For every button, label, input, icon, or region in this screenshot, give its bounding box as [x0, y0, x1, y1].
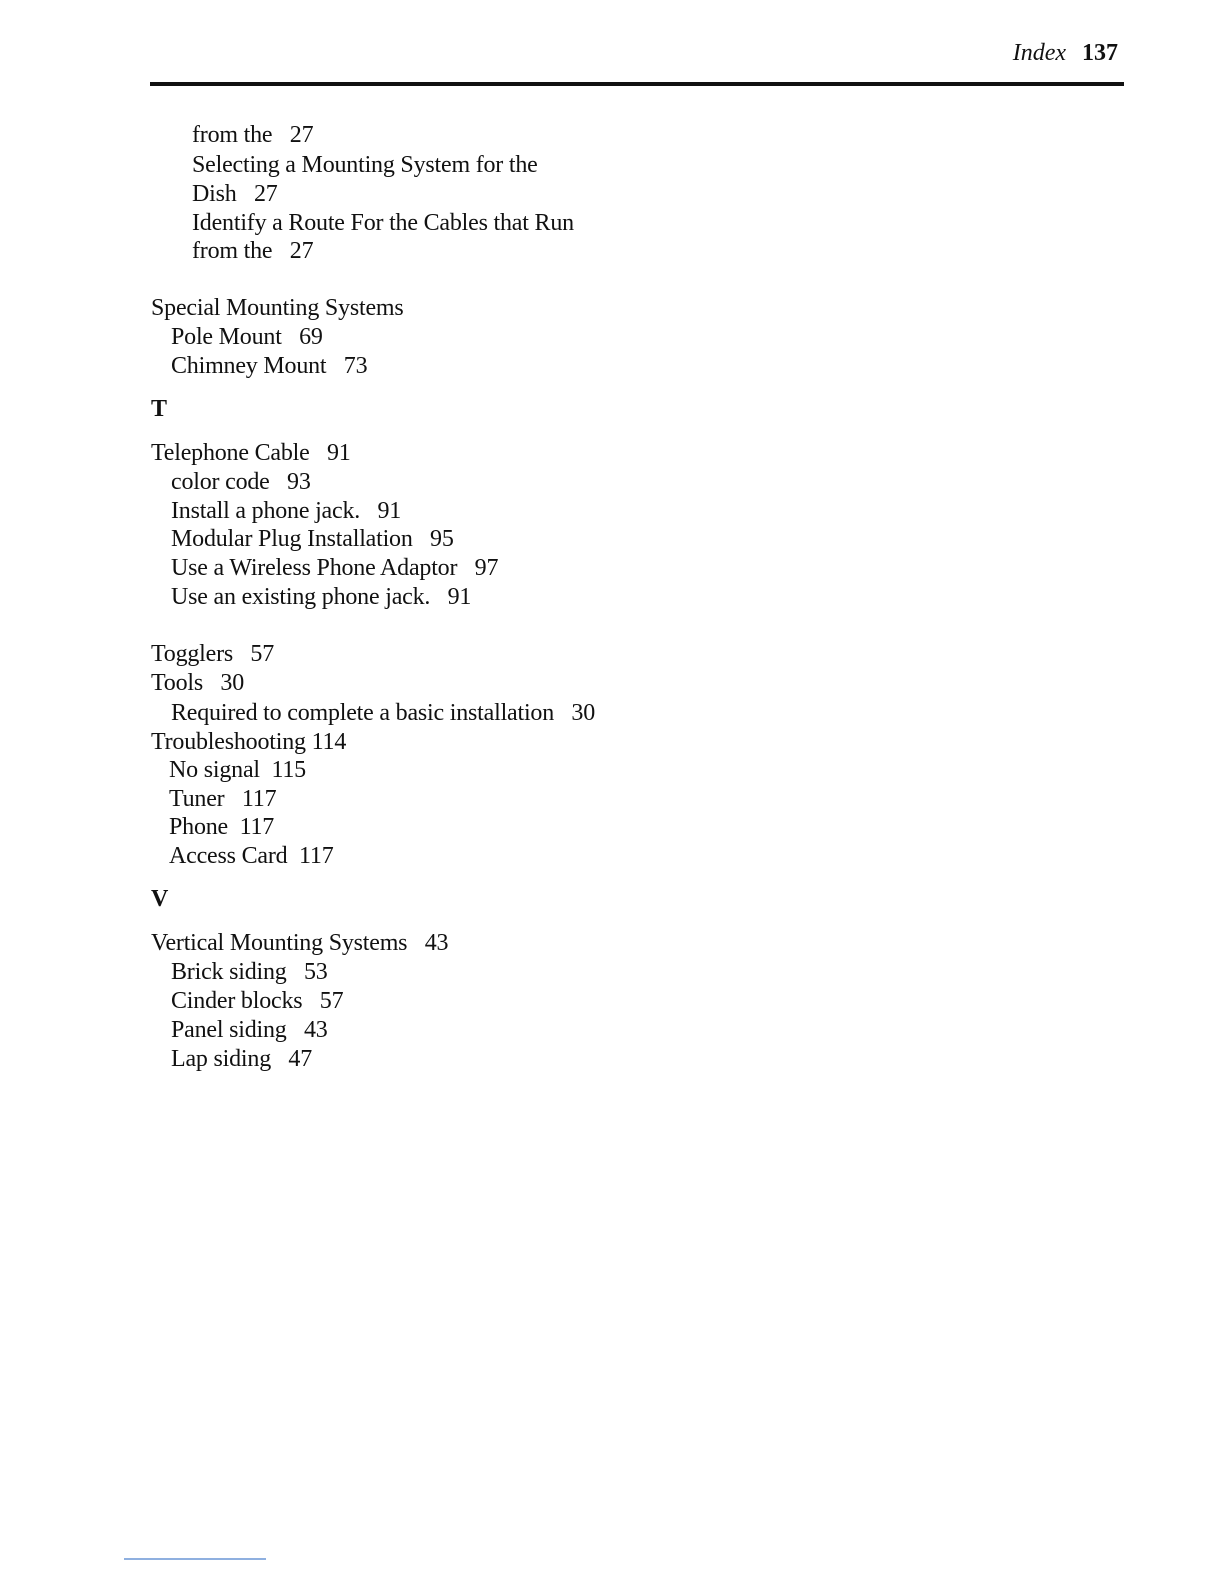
index-subentry: Lap siding 47 [171, 1046, 312, 1072]
index-entry: Troubleshooting 114 [151, 729, 347, 755]
index-subentry: Panel siding 43 [171, 1017, 328, 1043]
index-subentry: Identify a Route For the Cables that Run [192, 210, 574, 236]
running-header [1013, 40, 1118, 80]
page-number: 137 [1082, 40, 1118, 66]
index-subentry: Access Card 117 [169, 843, 334, 869]
index-subentry: Use a Wireless Phone Adaptor 97 [171, 555, 499, 581]
index-subentry: Modular Plug Installation 95 [171, 526, 454, 552]
index-subentry: Selecting a Mounting System for the [192, 152, 538, 178]
index-subentry: from the 27 [192, 238, 314, 264]
header-label: Index [1012, 40, 1066, 66]
section-letter: V [151, 886, 169, 912]
index-subentry: Brick siding 53 [171, 959, 328, 985]
index-subentry: from the 27 [192, 122, 314, 148]
section-letter: T [151, 396, 167, 422]
scan-edge-mark [124, 1558, 266, 1560]
index-subentry: No signal 115 [169, 757, 306, 783]
index-subentry: Tuner 117 [169, 786, 277, 812]
index-subentry: Chimney Mount 73 [171, 353, 368, 379]
index-subentry: Dish 27 [192, 181, 278, 207]
index-entry: Telephone Cable 91 [151, 440, 351, 466]
index-entry: Special Mounting Systems [151, 295, 404, 321]
index-subentry: Phone 117 [169, 814, 275, 840]
index-entry: Vertical Mounting Systems 43 [151, 930, 449, 956]
header-rule [150, 82, 1124, 86]
index-entry: Togglers 57 [151, 641, 275, 667]
index-subentry: Cinder blocks 57 [171, 988, 344, 1014]
index-subentry: Pole Mount 69 [171, 324, 323, 350]
index-subentry: Required to complete a basic installation 30 [171, 700, 596, 726]
index-subentry: Use an existing phone jack. 91 [171, 584, 472, 610]
index-subentry: color code 93 [171, 469, 311, 495]
index-entry: Tools 30 [151, 670, 244, 696]
index-subentry: Install a phone jack. 91 [171, 498, 402, 524]
